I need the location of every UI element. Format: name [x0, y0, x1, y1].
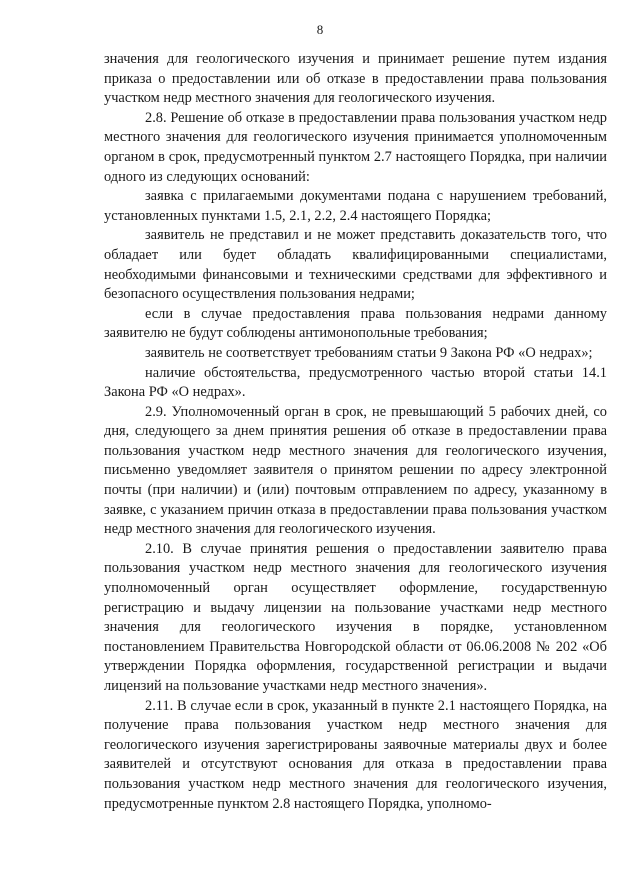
list-item-violation: заявка с прилагаемыми документами подана с нарушением требований, установленных пунктами 1.5, 2.1, 2.2, 2.4 настоящего Порядка; — [104, 188, 607, 224]
paragraph-2-9: 2.9. Уполномоченный орган в срок, не превышающий 5 рабочих дней, со дня, следующего за днем принятия решения об отказе в предоставлении права пользования участком недр местного значения для геологического изучения, письменно уведомляет заявителя о принятом решении по адресу электронной почты (при наличии) и (или) почтовым отправлением по адресу, указанному в заявке, с указанием причин отказа в предоставлении права пользования участком недр местного значения для геологического изучения. — [104, 403, 607, 538]
paragraph-2-8: 2.8. Решение об отказе в предоставлении права пользования участком недр местного значения для геологического изучения принимается уполномоченным органом в срок, предусмотренный пунктом 2.7 настоящего Порядка, при наличии одного из следующих оснований: — [104, 109, 607, 185]
paragraph-2-11: 2.11. В случае если в срок, указанный в пункте 2.1 настоящего Порядка, на получение права пользования участком недр местного значения для геологического изучения зарегистрированы заявочные материалы двух и более заявителей и отсутствуют основания для отказа в предоставлении права пользования участком недр местного значения для геологического изучения, предусмотренные пунктом 2.8 настоящего Порядка, уполномо- — [104, 697, 607, 812]
list-item-qualification: заявитель не представил и не может представить доказательств того, что обладает или будет обладать квалифицированными специалистами, необходимыми финансовыми и техническими средствами для эффективного и безопасного осуществления пользования недрами; — [104, 227, 607, 303]
list-item-article-14-1: наличие обстоятельства, предусмотренного частью второй статьи 14.1 Закона РФ «О недрах». — [104, 364, 607, 401]
page-number: 8 — [316, 22, 324, 37]
list-item-antimonopoly: если в случае предоставления права пользования недрами данному заявителю не будут соблюдены антимонопольные требования; — [104, 305, 607, 342]
paragraph-continuation: значения для геологического изучения и принимает решение путем издания приказа о предоставлении или об отказе в предоставлении права пользования участком недр местного значения для геологического изучения. — [104, 51, 607, 107]
paragraph-2-10: 2.10. В случае принятия решения о предоставлении заявителю права пользования участком недр местного значения для геологического изучения уполномоченный орган осуществляет оформление, государственную регистрацию и выдачу лицензии на пользование участками недр местного значения для геологического изучения в порядке, установленном постановлением Правительства Новгородской области от 06.06.2008 № 202 «Об утверждении Порядка оформления, государственной регистрации и выдачи лицензий на пользование участками недр местного значения». — [104, 540, 607, 694]
list-item-article-9: заявитель не соответствует требованиям статьи 9 Закона РФ «О недрах»; — [145, 344, 593, 361]
document-body — [104, 50, 607, 814]
